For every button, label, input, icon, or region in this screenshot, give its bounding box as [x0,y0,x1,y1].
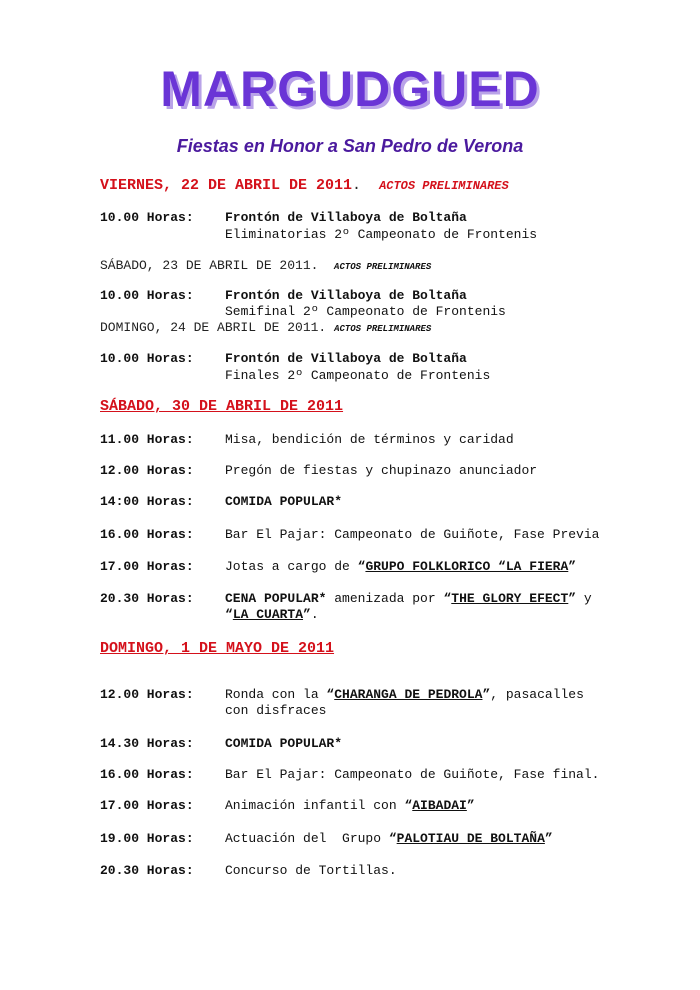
event-venue: Frontón de Villaboya de Boltaña [225,210,467,225]
group-name: PALOTIAU DE BOLTAÑA [396,831,545,846]
event-time: 10.00 Horas: [100,288,194,303]
quote-open: “ [326,687,335,702]
quote-close: ” [568,591,577,606]
event-description: Bar El Pajar: Campeonato de Guiñote, Fase Previa [225,527,600,542]
event-time: 12.00 Horas: [100,463,194,478]
event-description: Semifinal 2º Campeonato de Frontenis [225,304,506,319]
event-text: amenizada por [326,591,444,606]
preliminary-tag: ACTOS PRELIMINARES [379,179,509,193]
event-description: COMIDA POPULAR* [225,736,343,751]
preliminary-day-1-heading [100,177,509,194]
event-description [225,798,640,814]
event-time: 19.00 Horas: [100,831,194,846]
day-date: SÁBADO, 23 DE ABRIL DE 2011. [100,258,319,273]
event-description: Eliminatorias 2º Campeonato de Frontenis [225,227,538,242]
event-time: 12.00 Horas: [100,687,194,702]
quote-close: ” [568,559,577,574]
quote-open: “ [225,607,233,622]
day-date-dot: . [352,177,362,194]
band-name: THE GLORY EFECT [451,591,569,606]
event-text: Ronda con la [225,687,327,702]
preliminary-day-3-heading [100,320,431,335]
quote-open: “ [357,559,366,574]
event-description: Pregón de fiestas y chupinazo anunciador [225,463,538,478]
event-text: , pasacalles [490,687,584,702]
event-time: 11.00 Horas: [100,432,194,447]
preliminary-day-2-heading [100,258,431,273]
event-venue: Frontón de Villaboya de Boltaña [225,288,467,303]
preliminary-tag: ACTOS PRELIMINARES [334,324,432,334]
event-text: con disfraces [225,703,327,718]
event-time: 20.30 Horas: [100,591,194,606]
event-description [225,559,640,575]
event-text: y [576,591,592,606]
event-venue: Frontón de Villaboya de Boltaña [225,351,467,366]
page-subtitle: Fiestas en Honor a San Pedro de Verona [176,136,524,156]
event-time: 16.00 Horas: [100,527,194,542]
event-description [225,687,640,719]
event-time: 16.00 Horas: [100,767,194,782]
day-date: VIERNES, 22 DE ABRIL DE 2011 [100,177,353,194]
event-time: 14.30 Horas: [100,736,194,751]
event-description: COMIDA POPULAR* [225,494,343,509]
event-text: Jotas a cargo de [225,559,358,574]
event-description: Misa, bendición de términos y caridad [225,432,514,447]
event-description: Bar El Pajar: Campeonato de Guiñote, Fase final. [225,767,600,782]
event-text: Animación infantil con [225,798,405,813]
dinner-label: CENA POPULAR* [225,591,327,606]
band-name: CHARANGA DE PEDROLA [334,687,483,702]
preliminary-tag: ACTOS PRELIMINARES [334,262,432,272]
event-text: . [310,607,319,622]
event-time: 17.00 Horas: [100,559,194,574]
page-title: MARGUDGUED [160,61,540,117]
event-description [225,591,640,623]
quote-close: ” [482,687,491,702]
quote-open: “ [443,591,452,606]
event-time: 20.30 Horas: [100,863,194,878]
event-text: Actuación del Grupo [225,831,389,846]
quote-open: “ [404,798,413,813]
event-description: Concurso de Tortillas. [225,863,397,878]
event-time: 10.00 Horas: [100,210,194,225]
day-date: DOMINGO, 24 DE ABRIL DE 2011. [100,320,327,335]
quote-close: ” [303,607,311,622]
event-time: 14:00 Horas: [100,494,194,509]
event-time: 17.00 Horas: [100,798,194,813]
sunday-section-heading: DOMINGO, 1 DE MAYO DE 2011 [100,640,335,657]
group-name: GRUPO FOLKLORICO “LA FIERA [365,559,569,574]
performer-name: AIBADAI [412,798,467,813]
band-name: LA CUARTA [232,607,304,622]
quote-close: ” [544,831,553,846]
quote-close: ” [466,798,475,813]
event-time: 10.00 Horas: [100,351,194,366]
saturday-section-heading: SÁBADO, 30 DE ABRIL DE 2011 [100,398,344,415]
quote-open: “ [388,831,397,846]
event-description: Finales 2º Campeonato de Frontenis [225,368,491,383]
event-description [225,831,640,847]
